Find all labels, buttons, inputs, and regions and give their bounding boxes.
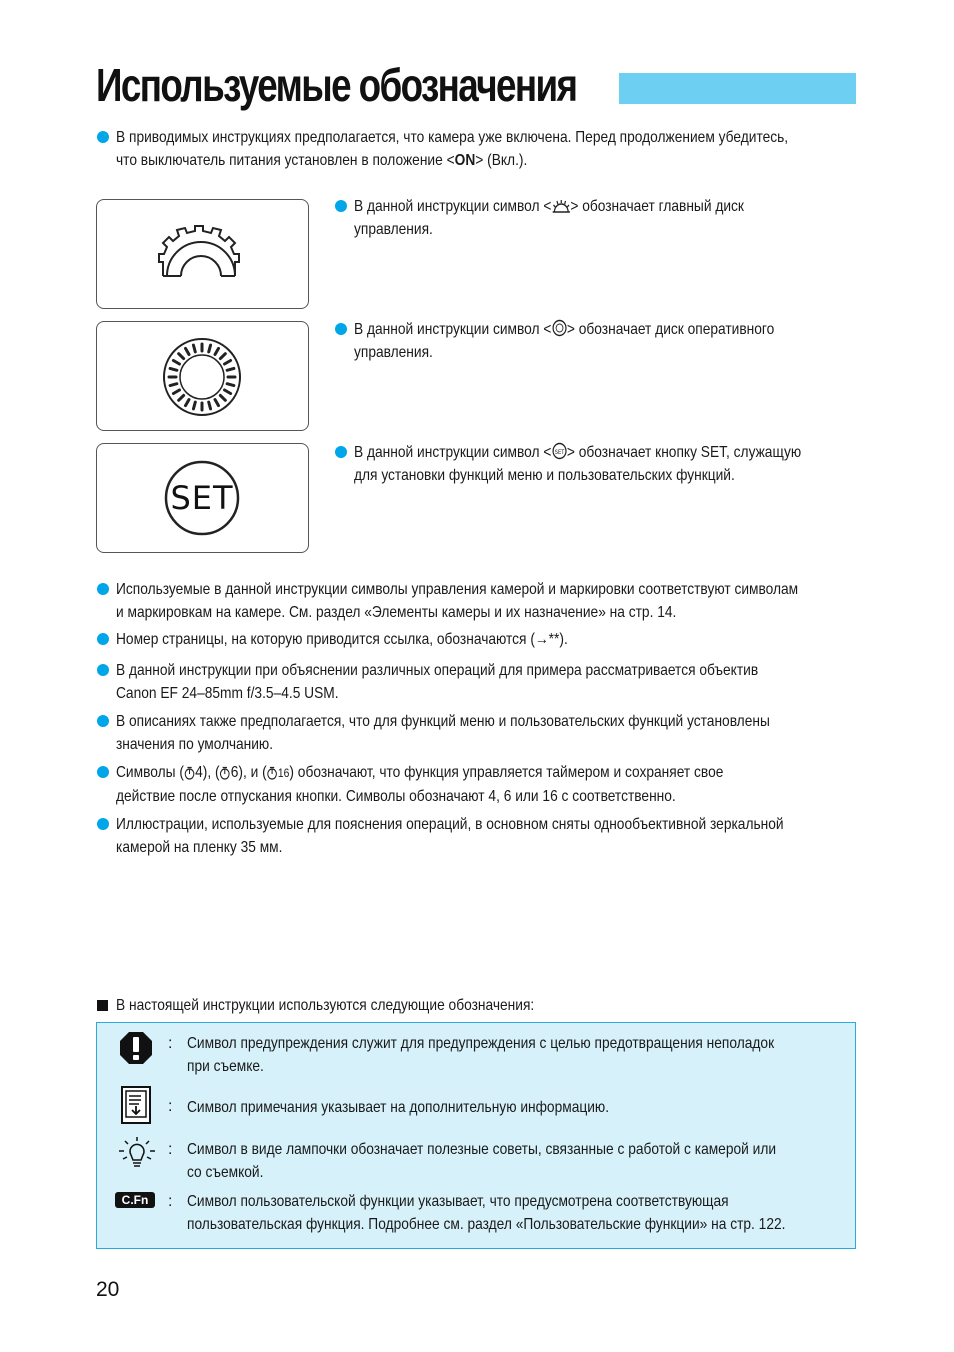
dial-notch	[173, 361, 179, 365]
page-title: Используемые обозначения	[96, 59, 577, 111]
page-reference-note: Номер страницы, на которую приводится ссылка, обозначаются (→**).	[116, 631, 568, 648]
dial-notch	[193, 402, 195, 409]
tip-bulb-icon	[117, 1135, 157, 1171]
note-icon	[121, 1086, 151, 1124]
default-settings-note: В описаниях также предполагается, что для функций меню и пользовательских функций установлены значения по умолчанию.	[116, 713, 770, 753]
quick-control-dial-inline-icon	[551, 319, 566, 337]
main-dial-inline-icon	[551, 198, 570, 214]
timer-icon	[220, 766, 231, 780]
timer-icon	[184, 766, 195, 780]
dial-notch	[179, 354, 184, 359]
main-dial-illustration	[96, 199, 309, 309]
dial-notch	[225, 361, 231, 365]
dial-notch	[186, 348, 190, 354]
bullet-icon	[335, 323, 347, 335]
set-button-note: В данной инструкции символ < SET > обозначает кнопку SET, служащую для установки функций меню и пользовательских функций.	[354, 444, 802, 484]
dial-notch	[215, 400, 219, 406]
page-ref-arrow: →**	[534, 631, 560, 648]
dial-notch	[186, 400, 190, 406]
on-position-label: ON	[454, 152, 476, 169]
set-button-label: SET	[170, 479, 234, 517]
legend-heading: В настоящей инструкции используются следующие обозначения:	[116, 997, 535, 1014]
dial-notch	[179, 395, 184, 400]
bullet-icon	[97, 715, 109, 727]
timer-symbols-note: Символы ( 4), ( 6), и ( 16) обозначают, что функция управляется таймером и сохраняет свое действие после отпускания кнопки. Символы обозначают 4, 6 или 16 с соответственно.	[116, 764, 724, 805]
dial-notch	[215, 348, 219, 354]
main-dial-note: В данной инструкции символ < > обозначает главный диск управления.	[354, 198, 744, 238]
dial-notch	[209, 402, 211, 409]
dial-notch	[220, 395, 225, 400]
cfn-badge-label: C.Fn	[121, 1193, 149, 1207]
intro-line-2: что выключатель питания установлен в положение <ON> (Вкл.).	[116, 152, 528, 169]
lens-example-note: В данной инструкции при объяснении различных операций для примера рассматривается объектив Canon EF 24–85mm f/3.5–4.5 USM.	[116, 662, 759, 702]
bullet-icon	[335, 446, 347, 458]
page-number: 20	[96, 1278, 120, 1301]
intro-line-1: В приводимых инструкциях предполагается, что камера уже включена. Перед продолжением убедитесь,	[116, 129, 789, 146]
legend-box	[96, 1022, 856, 1249]
main-dial-icon	[97, 200, 308, 308]
bullet-icon	[97, 131, 109, 143]
bullet-icon	[97, 633, 109, 645]
dial-notch	[170, 368, 177, 370]
bullet-icon	[97, 664, 109, 676]
caution-icon	[119, 1031, 153, 1065]
dial-notch	[173, 390, 179, 394]
bullet-icon	[97, 583, 109, 595]
camera-symbols-note: Используемые в данной инструкции символы управления камерой и маркировки соответствуют символам и маркировкам на камере. См. раздел «Элементы камеры и их назначение» на стр. 14.	[116, 581, 799, 621]
title-accent-bar	[619, 73, 856, 104]
legend-colon: :	[168, 1098, 173, 1115]
bullet-icon	[97, 766, 109, 778]
legend-colon: :	[168, 1141, 173, 1158]
dial-notch	[227, 384, 234, 386]
dial-notch	[225, 390, 231, 394]
cfn-description: Символ пользовательской функции указывает, что предусмотрена соответствующая пользовательская функция. Подробнее см. раздел «Пользовательские функции» на стр. 122.	[187, 1193, 786, 1233]
intro-paragraph	[116, 126, 856, 172]
square-bullet-icon	[97, 1000, 108, 1011]
note-description: Символ примечания указывает на дополнительную информацию.	[187, 1099, 610, 1116]
quick-control-dial-icon	[97, 322, 308, 430]
quick-control-dial-illustration	[96, 321, 309, 431]
dial-notch	[209, 345, 211, 352]
tip-description: Символ в виде лампочки обозначает полезные советы, связанные с работой с камерой или со съемкой.	[187, 1141, 777, 1181]
bullet-icon	[335, 200, 347, 212]
set-button-illustration	[96, 443, 309, 553]
set-inline-icon	[551, 442, 566, 460]
dial-notch	[193, 345, 195, 352]
legend-colon: :	[168, 1193, 173, 1210]
dial-notch	[170, 384, 177, 386]
caution-description: Символ предупреждения служит для предупреждения с целью предотвращения неполадок при съемке.	[187, 1035, 775, 1075]
bullet-icon	[97, 818, 109, 830]
svg-text:SET: SET	[554, 449, 564, 457]
timer-icon	[267, 766, 278, 780]
quick-control-dial-note: В данной инструкции символ < > обозначает диск оперативного управления.	[354, 321, 775, 361]
illustrations-note: Иллюстрации, используемые для пояснения операций, в основном сняты однообъективной зеркальной камерой на пленку 35 мм.	[116, 816, 784, 856]
dial-notch	[220, 354, 225, 359]
dial-notch	[227, 368, 234, 370]
legend-colon: :	[168, 1035, 173, 1052]
